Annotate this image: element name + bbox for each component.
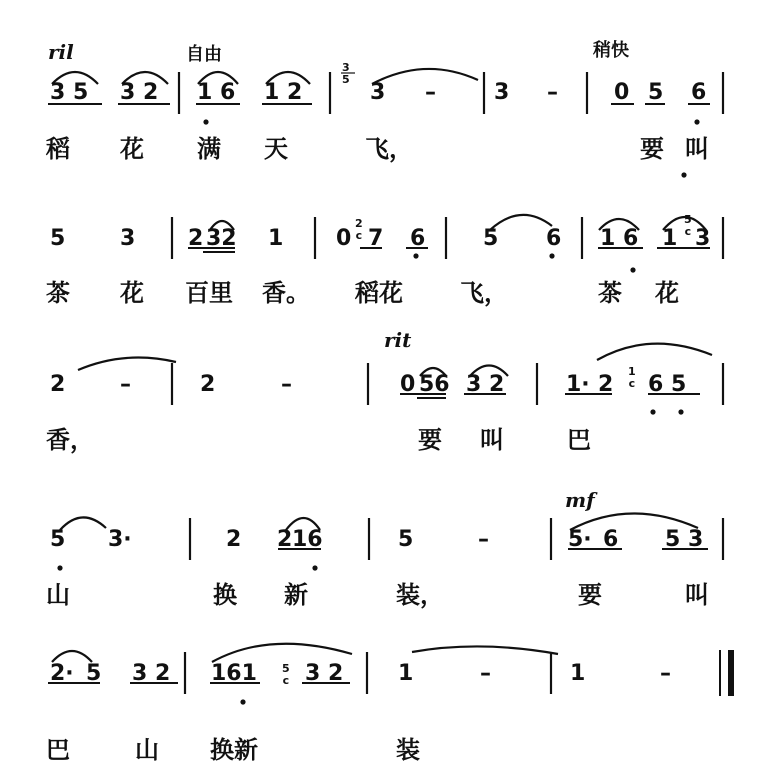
lyric: 装， — [396, 581, 444, 609]
note: 5 — [648, 80, 664, 105]
note: – — [480, 661, 491, 686]
note: 2 — [200, 372, 216, 397]
note: – — [478, 527, 489, 552]
low-octave-dot — [57, 565, 62, 570]
low-octave-dot — [312, 565, 317, 570]
lyric: 天 — [264, 135, 288, 163]
note: 1· — [566, 372, 590, 397]
low-octave-dot — [694, 119, 699, 124]
low-octave-dot — [240, 699, 245, 704]
grace-note-2: 2 c — [355, 217, 363, 242]
note: 5· — [568, 527, 592, 552]
note: 6 — [691, 80, 707, 105]
note: – — [425, 80, 436, 105]
lyric: 茶 — [46, 279, 70, 307]
note: 6 — [603, 527, 619, 552]
lyric: 巴 — [567, 426, 591, 454]
note: 3· — [108, 527, 132, 552]
note: 1 6 — [197, 80, 236, 105]
lyric: 要 — [640, 135, 664, 163]
note: 2 — [226, 527, 242, 552]
low-octave-dot — [630, 267, 635, 272]
lyric: 花 — [655, 279, 679, 307]
note: 5 — [398, 527, 414, 552]
low-octave-dot — [413, 253, 418, 258]
note: 2 — [50, 372, 66, 397]
grace-note-1: 3 5 — [342, 61, 350, 86]
note: 3 2 — [305, 661, 344, 686]
lyric: 百里 — [185, 279, 233, 307]
note: 6 5 — [648, 372, 687, 397]
grace-note-4: 1 c — [628, 365, 636, 390]
octave-dots — [57, 119, 699, 704]
note: 1 — [268, 226, 284, 251]
note: 3 2 — [120, 80, 159, 105]
lyric: 稻 — [46, 135, 70, 163]
high-octave-dot — [681, 172, 686, 177]
note: 3 — [695, 226, 711, 251]
note: 3 2 — [132, 661, 171, 686]
lyric: 花 — [120, 135, 144, 163]
low-octave-dot — [203, 119, 208, 124]
lyric: 要 — [418, 426, 442, 454]
lyric: 飞， — [365, 135, 413, 163]
lyric: 山 — [46, 581, 70, 609]
note: 1 — [570, 661, 586, 686]
note: 3 5 — [50, 80, 89, 105]
note: 3 — [494, 80, 510, 105]
note: 3 2 — [466, 372, 505, 397]
note: 1 2 — [264, 80, 303, 105]
lyric: 香， — [46, 426, 94, 454]
lyric: 茶 — [598, 279, 622, 307]
lyric: 叫 — [685, 135, 709, 163]
note: 0 — [400, 372, 416, 397]
lyric: 换 — [213, 581, 237, 609]
lyric: 山 — [135, 736, 159, 764]
lyric: 飞， — [460, 279, 508, 307]
note: – — [281, 372, 292, 397]
lyric: 叫 — [685, 581, 709, 609]
note: 3 — [370, 80, 386, 105]
ziyou-mark: 自由 — [186, 44, 222, 65]
lyric: 叫 — [480, 426, 504, 454]
note: 3 — [120, 226, 136, 251]
note: – — [120, 372, 131, 397]
note: 2 — [598, 372, 614, 397]
grace-note-5: 5 c — [282, 662, 290, 687]
lyric: 换新 — [210, 736, 258, 764]
final-barline — [720, 650, 731, 696]
note: 2 — [277, 527, 293, 552]
note: 5 3 — [665, 527, 704, 552]
lyric: 香。 — [262, 279, 310, 307]
note: – — [660, 661, 671, 686]
lyric: 巴 — [46, 736, 70, 764]
shaokuai-mark: 稍快 — [593, 40, 629, 61]
lyric: 装 — [396, 736, 420, 764]
note: 7 — [368, 226, 384, 251]
note: 5 — [50, 226, 66, 251]
note: 1 — [398, 661, 414, 686]
lyric: 满 — [197, 135, 221, 163]
note: 5 — [483, 226, 499, 251]
note: 5 — [86, 661, 102, 686]
rit-mark: rit — [384, 328, 412, 352]
note: 161 — [211, 661, 257, 686]
note: 1 6 — [600, 226, 639, 251]
lyric: 稻花 — [355, 279, 403, 307]
note: 6 — [410, 226, 426, 251]
note: 1 — [662, 226, 678, 251]
lyric: 新 — [284, 581, 308, 609]
grace-note-3: 5 c — [684, 213, 692, 238]
note: 0 — [614, 80, 630, 105]
note: 2 — [188, 226, 204, 251]
note: 6 — [546, 226, 562, 251]
ril-mark: ril — [48, 40, 74, 64]
lyric: 要 — [578, 581, 602, 609]
note: – — [547, 80, 558, 105]
note: 2· — [50, 661, 74, 686]
note: 0 — [336, 226, 352, 251]
note: 56 — [419, 372, 450, 397]
low-octave-dot — [549, 253, 554, 258]
low-octave-dot — [650, 409, 655, 414]
mf-mark: mf — [565, 488, 595, 512]
note: 16 — [292, 527, 323, 552]
note: 5 — [50, 527, 66, 552]
low-octave-dot — [678, 409, 683, 414]
lyric: 花 — [120, 279, 144, 307]
note: 32 — [206, 226, 237, 251]
